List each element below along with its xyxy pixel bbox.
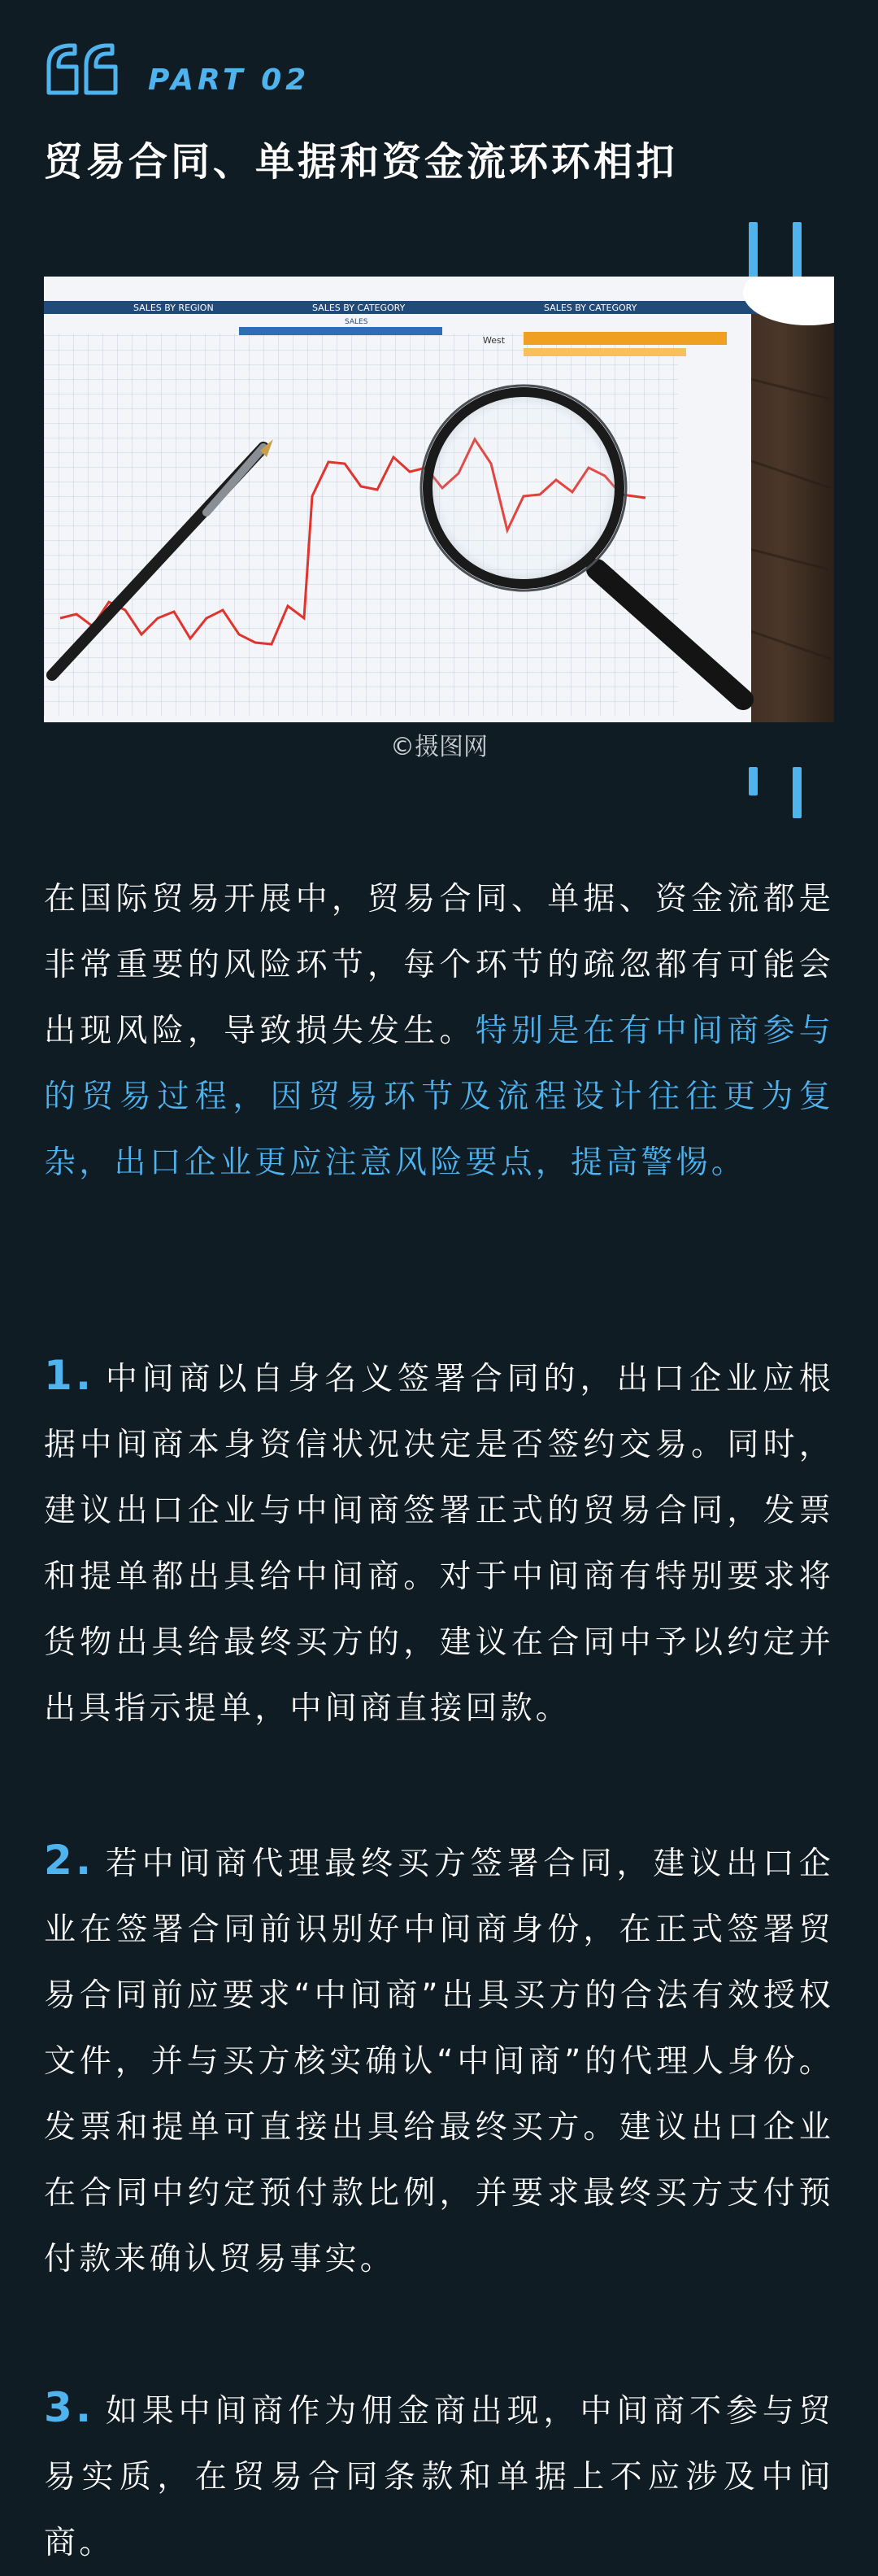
point-3-number: 3. — [44, 2384, 95, 2431]
accent-bar-right-bottom — [793, 767, 802, 818]
point-2-paragraph — [44, 1828, 834, 2292]
point-2-text: 若中间商代理最终买方签署合同，建议出口企业在签署合同前识别好中间商身份，在正式签署贸易合同前应要求“中间商”出具买方的合法有效授权文件，并与买方核实确认“中间商”的代理人身份。发票和提单可直接出具给最终买方。建议出口企业在合同中约定预付款比例，并要求最终买方支付预付款来确认贸易事实。 — [44, 1846, 834, 2277]
point-3-paragraph — [44, 2375, 834, 2576]
point-1-paragraph — [44, 1343, 834, 1741]
chart-header-category-2: SALES BY CATEGORY — [544, 303, 637, 313]
chart-subheader: SALES — [345, 318, 368, 326]
accent-bar-left-bottom — [749, 767, 758, 795]
intro-text: 在国际贸易开展中，贸易合同、单据、资金流都是非常重要的风险环节，每个环节的疏忽都有可能会出现风险，导致损失发生。 — [44, 881, 834, 1049]
chart-header-category-1: SALES BY CATEGORY — [312, 303, 406, 313]
chart-photo-illustration — [44, 277, 834, 722]
point-1-number: 1. — [44, 1352, 95, 1399]
hero-photo — [44, 277, 834, 722]
photo-caption: ©摄图网 — [390, 733, 488, 761]
point-1-text: 中间商以自身名义签署合同的，出口企业应根据中间商本身资信状况决定是否签约交易。同时，建议出口企业与中间商签署正式的贸易合同，发票和提单都出具给中间商。对于中间商有特别要求将货物出具给最终买方的，建议在合同中予以约定并出具指示提单，中间商直接回款。 — [44, 1361, 834, 1727]
quote-icon — [44, 41, 122, 98]
chart-west-label: West — [483, 335, 506, 346]
section-title: 贸易合同、单据和资金流环环相扣 — [44, 139, 679, 185]
point-3-text: 如果中间商作为佣金商出现，中间商不参与贸易实质，在贸易合同条款和单据上不应涉及中间商。 — [44, 2393, 834, 2561]
point-2-number: 2. — [44, 1837, 95, 1884]
intro-highlight-text: 特别是在有中间商参与的贸易过程，因贸易环节及流程设计往往更为复杂，出口企业更应注意风险要点，提高警惕。 — [44, 1013, 834, 1181]
chart-header-region: SALES BY REGION — [133, 303, 214, 313]
intro-paragraph — [44, 866, 834, 1196]
part-label: PART 02 — [148, 63, 311, 97]
